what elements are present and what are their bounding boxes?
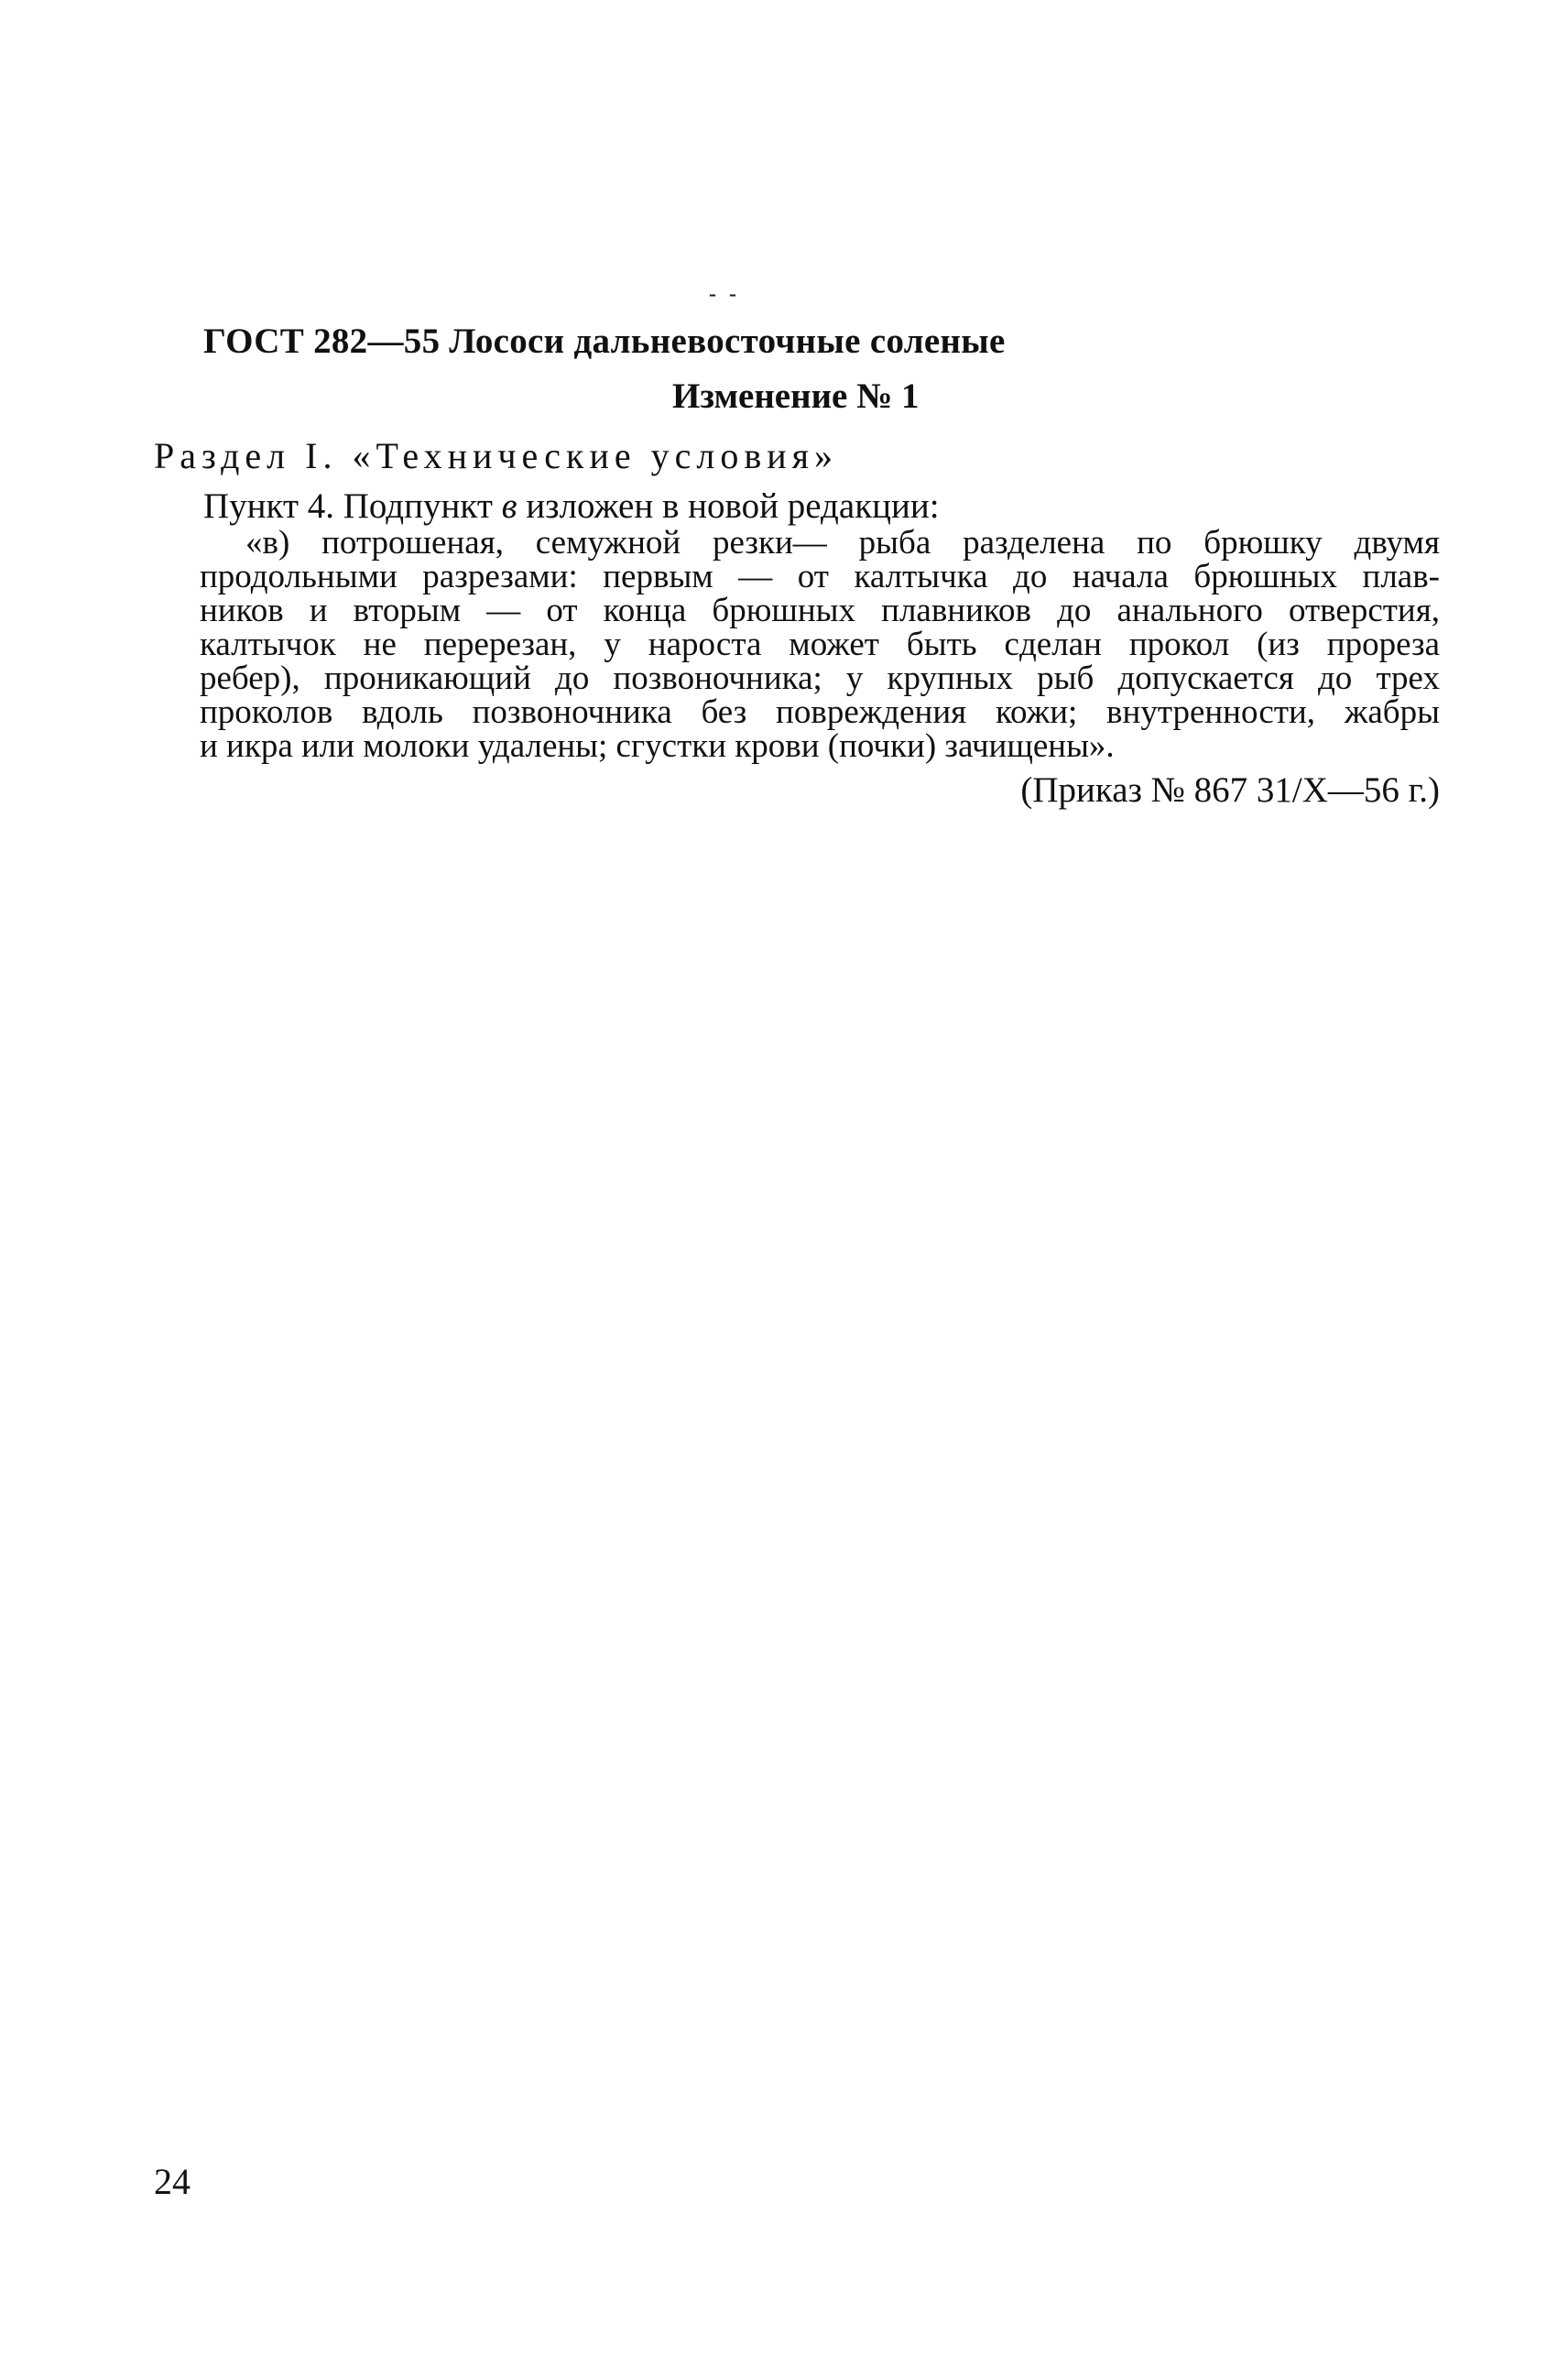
clause-prefix: Пункт 4. Подпункт xyxy=(203,486,502,526)
standard-title: ГОСТ 282—55 Лососи дальневосточные соленые xyxy=(203,322,1006,361)
section-heading: Раздел I. «Технические условия» xyxy=(154,435,839,476)
clause-suffix: изложен в новой редакции: xyxy=(517,486,940,526)
body-line: продольными разрезами: первым — от калтычка до начала брюшных плав- xyxy=(200,558,1440,595)
clause-subitem: в xyxy=(501,486,517,526)
body-line: ребер), проникающий до позвоночника; у крупных рыб допускается до трех xyxy=(200,660,1440,697)
scan-mark: - - xyxy=(709,282,740,306)
body-line: проколов вдоль позвоночника без повреждения кожи; внутренности, жабры xyxy=(200,693,1440,731)
order-reference: (Приказ № 867 31/X—56 г.) xyxy=(1020,770,1440,810)
body-line: ников и вторым — от конца брюшных плавников до анального отверстия, xyxy=(200,592,1440,629)
body-line: калтычок не перерезан, у нароста может быть сделан прокол (из прореза xyxy=(200,626,1440,663)
body-line: «в) потрошеная, семужной резки— рыба разделена по брюшку двумя xyxy=(245,524,1440,562)
amendment-title: Изменение № 1 xyxy=(672,376,920,416)
amendment-body xyxy=(200,526,1440,763)
clause-intro xyxy=(203,485,940,527)
page-number: 24 xyxy=(154,2161,191,2202)
body-line: и икра или молоки удалены; сгустки крови (почки) зачищены». xyxy=(200,727,1115,765)
